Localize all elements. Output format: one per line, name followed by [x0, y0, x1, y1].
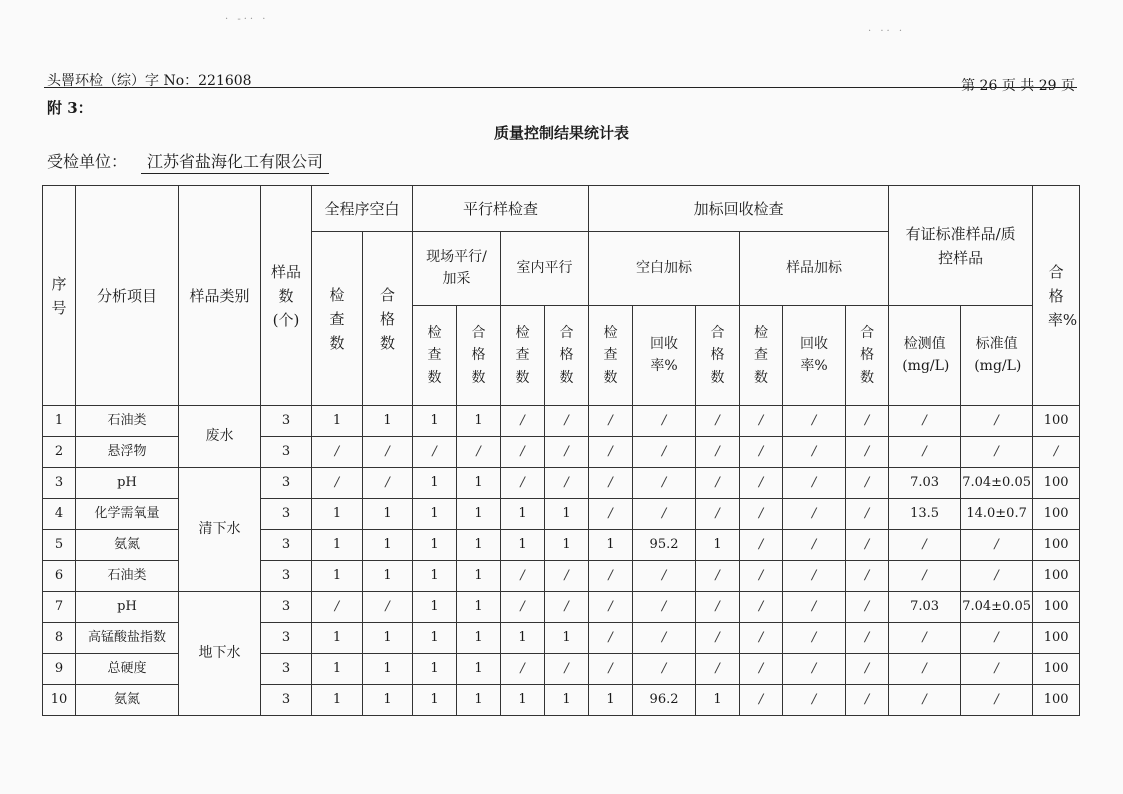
table-row [43, 592, 1080, 623]
cell-value: 95.2 [633, 530, 696, 561]
cell-value: / [961, 561, 1033, 592]
cell-value: / [783, 623, 846, 654]
header-parallel-group: 平行样检查 [413, 186, 589, 232]
cell-value: 1 [413, 530, 457, 561]
row-item: pH [76, 592, 179, 623]
row-sample-count: 3 [261, 592, 312, 623]
row-item: 悬浮物 [76, 437, 179, 468]
cell-value: / [696, 499, 740, 530]
row-item: 氨氮 [76, 530, 179, 561]
table-title: 质量控制结果统计表 [493, 124, 629, 142]
row-seq: 1 [43, 406, 76, 437]
row-pass-rate: 100 [1033, 561, 1080, 592]
cell-value: / [457, 437, 501, 468]
header-blank-check: 检查数 [329, 285, 345, 352]
row-pass-rate: 100 [1033, 654, 1080, 685]
cell-value: 1 [413, 685, 457, 716]
cell-value: 1 [501, 623, 545, 654]
cell-value: / [545, 592, 589, 623]
row-seq: 3 [43, 468, 76, 499]
header-sample-spike-recovery: 回收率% [800, 335, 829, 374]
row-sample-count: 3 [261, 406, 312, 437]
header-blank-group: 全程序空白 [312, 186, 413, 232]
row-sample-count: 3 [261, 437, 312, 468]
cell-value: / [889, 437, 961, 468]
table-row [43, 406, 1080, 437]
header-lab-parallel-pass: 合格数 [559, 324, 574, 386]
cell-value: 1 [413, 623, 457, 654]
category-cell: 废水 [179, 406, 261, 468]
cell-value: / [783, 406, 846, 437]
cell-value: / [961, 406, 1033, 437]
cell-value: 7.04±0.05 [961, 592, 1033, 623]
cell-value: / [740, 468, 783, 499]
cell-value: 1 [413, 561, 457, 592]
cell-value: / [589, 561, 633, 592]
cell-value: / [846, 499, 889, 530]
cell-value: 1 [312, 561, 363, 592]
cell-value: / [696, 592, 740, 623]
row-pass-rate: 100 [1033, 406, 1080, 437]
header-crm-group: 有证标准样品/质控样品 [905, 224, 1016, 267]
qc-results-table [42, 185, 1080, 716]
cell-value: / [783, 499, 846, 530]
cell-value: 1 [457, 561, 501, 592]
cell-value: / [413, 437, 457, 468]
row-sample-count: 3 [261, 499, 312, 530]
cell-value: / [961, 623, 1033, 654]
scan-speck: · -·· · [225, 14, 269, 25]
cell-value: / [846, 561, 889, 592]
cell-value: / [846, 437, 889, 468]
cell-value: / [589, 468, 633, 499]
cell-value: / [363, 592, 413, 623]
row-seq: 6 [43, 561, 76, 592]
header-field-parallel: 现场平行/加采 [426, 248, 487, 287]
header-blank-spike-recovery: 回收率% [650, 335, 679, 374]
cell-value: 1 [312, 406, 363, 437]
header-field-parallel-check: 检查数 [427, 324, 442, 386]
cell-value: / [633, 437, 696, 468]
header-blank-spike-pass: 合格数 [710, 324, 725, 386]
cell-value: 1 [363, 406, 413, 437]
cell-value: / [740, 623, 783, 654]
cell-value: / [961, 437, 1033, 468]
row-pass-rate: 100 [1033, 499, 1080, 530]
cell-value: 1 [413, 654, 457, 685]
cell-value: / [633, 592, 696, 623]
row-pass-rate: 100 [1033, 623, 1080, 654]
cell-value: 14.0±0.7 [961, 499, 1033, 530]
cell-value: / [783, 685, 846, 716]
cell-value: / [696, 437, 740, 468]
row-sample-count: 3 [261, 685, 312, 716]
cell-value: 1 [501, 499, 545, 530]
cell-value: / [889, 561, 961, 592]
cell-value: 1 [457, 499, 501, 530]
row-item: 氨氮 [76, 685, 179, 716]
cell-value: / [696, 406, 740, 437]
cell-value: / [889, 654, 961, 685]
row-pass-rate: 100 [1033, 685, 1080, 716]
cell-value: / [589, 623, 633, 654]
cell-value: 1 [457, 592, 501, 623]
cell-value: 1 [589, 685, 633, 716]
header-lab-parallel: 室内平行 [501, 232, 589, 306]
cell-value: 1 [363, 530, 413, 561]
cell-value: 1 [545, 623, 589, 654]
cell-value: / [961, 654, 1033, 685]
cell-value: / [696, 468, 740, 499]
header-blank-spike: 空白加标 [589, 232, 740, 306]
inspected-unit-label: 受检单位： [47, 152, 128, 171]
cell-value: 1 [501, 685, 545, 716]
header-measured-value: 检测值(mg/L) [902, 335, 950, 374]
scan-speck: · ·· · [868, 26, 906, 37]
cell-value: / [740, 499, 783, 530]
cell-value: / [633, 499, 696, 530]
cell-value: / [889, 530, 961, 561]
category-cell: 清下水 [179, 468, 261, 592]
cell-value: / [633, 406, 696, 437]
cell-value: / [501, 468, 545, 499]
header-lab-parallel-check: 检查数 [515, 324, 530, 386]
header-divider [44, 87, 1077, 88]
cell-value: / [545, 654, 589, 685]
row-pass-rate: 100 [1033, 530, 1080, 561]
header-sample-spike-check: 检查数 [754, 324, 769, 386]
cell-value: / [633, 468, 696, 499]
cell-value: 1 [363, 561, 413, 592]
cell-value: / [889, 685, 961, 716]
cell-value: / [545, 468, 589, 499]
cell-value: / [696, 623, 740, 654]
cell-value: / [545, 561, 589, 592]
qc-table-body [43, 406, 1080, 716]
cell-value: / [889, 623, 961, 654]
cell-value: 1 [363, 499, 413, 530]
cell-value: / [783, 530, 846, 561]
header-sample-count: 样品数(个) [270, 262, 301, 329]
row-seq: 2 [43, 437, 76, 468]
header-standard-value: 标准值(mg/L) [974, 335, 1022, 374]
cell-value: 7.03 [889, 468, 961, 499]
cell-value: / [501, 592, 545, 623]
row-item: 化学需氧量 [76, 499, 179, 530]
header-field-parallel-pass: 合格数 [471, 324, 486, 386]
cell-value: / [696, 561, 740, 592]
cell-value: / [501, 437, 545, 468]
cell-value: 1 [363, 654, 413, 685]
cell-value: 1 [696, 530, 740, 561]
cell-value: 7.03 [889, 592, 961, 623]
table-row [43, 468, 1080, 499]
cell-value: 1 [457, 654, 501, 685]
cell-value: / [633, 654, 696, 685]
cell-value: / [740, 592, 783, 623]
cell-value: 1 [545, 499, 589, 530]
cell-value: 96.2 [633, 685, 696, 716]
cell-value: / [589, 406, 633, 437]
cell-value: 7.04±0.05 [961, 468, 1033, 499]
cell-value: 1 [413, 406, 457, 437]
category-cell: 地下水 [179, 592, 261, 716]
row-item: 高锰酸盐指数 [76, 623, 179, 654]
row-item: pH [76, 468, 179, 499]
cell-value: 1 [501, 530, 545, 561]
cell-value: 1 [696, 685, 740, 716]
cell-value: 1 [363, 623, 413, 654]
header-sample-spike: 样品加标 [740, 232, 889, 306]
header-pass-rate: 合格率% [1047, 262, 1078, 329]
header-seq: 序号 [51, 274, 67, 317]
cell-value: / [633, 623, 696, 654]
row-seq: 7 [43, 592, 76, 623]
cell-value: 1 [413, 499, 457, 530]
cell-value: 1 [457, 623, 501, 654]
cell-value: 1 [457, 685, 501, 716]
cell-value: 13.5 [889, 499, 961, 530]
cell-value: / [363, 437, 413, 468]
cell-value: / [783, 592, 846, 623]
cell-value: 1 [312, 623, 363, 654]
row-sample-count: 3 [261, 561, 312, 592]
header-category: 样品类别 [179, 186, 261, 406]
report-number: 头罾环检（综）字 No：221608 [47, 73, 252, 89]
row-item: 石油类 [76, 406, 179, 437]
cell-value: / [783, 437, 846, 468]
cell-value: / [740, 437, 783, 468]
inspected-unit-value: 江苏省盐海化工有限公司 [141, 149, 329, 174]
cell-value: / [589, 654, 633, 685]
cell-value: 1 [457, 406, 501, 437]
header-sample-spike-pass: 合格数 [860, 324, 875, 386]
cell-value: / [961, 530, 1033, 561]
cell-value: / [846, 530, 889, 561]
cell-value: / [740, 561, 783, 592]
cell-value: / [545, 437, 589, 468]
cell-value: / [633, 561, 696, 592]
cell-value: 1 [545, 685, 589, 716]
cell-value: / [740, 685, 783, 716]
row-pass-rate: 100 [1033, 592, 1080, 623]
cell-value: / [846, 468, 889, 499]
cell-value: 1 [312, 685, 363, 716]
cell-value: / [961, 685, 1033, 716]
header-spike-group: 加标回收检查 [589, 186, 889, 232]
annex-label: 附 3： [47, 99, 93, 117]
cell-value: / [501, 561, 545, 592]
cell-value: / [783, 654, 846, 685]
row-seq: 4 [43, 499, 76, 530]
cell-value: 1 [413, 592, 457, 623]
cell-value: / [363, 468, 413, 499]
row-seq: 5 [43, 530, 76, 561]
cell-value: / [545, 406, 589, 437]
header-item: 分析项目 [76, 186, 179, 406]
cell-value: 1 [457, 530, 501, 561]
cell-value: / [312, 437, 363, 468]
cell-value: / [740, 406, 783, 437]
cell-value: / [846, 654, 889, 685]
row-sample-count: 3 [261, 623, 312, 654]
row-pass-rate: / [1033, 437, 1080, 468]
cell-value: / [889, 406, 961, 437]
header-blank-spike-check: 检查数 [603, 324, 618, 386]
cell-value: 1 [312, 499, 363, 530]
row-sample-count: 3 [261, 530, 312, 561]
row-seq: 9 [43, 654, 76, 685]
cell-value: 1 [312, 530, 363, 561]
cell-value: / [312, 468, 363, 499]
cell-value: / [589, 592, 633, 623]
cell-value: 1 [413, 468, 457, 499]
row-item: 总硬度 [76, 654, 179, 685]
row-pass-rate: 100 [1033, 468, 1080, 499]
row-seq: 8 [43, 623, 76, 654]
cell-value: / [846, 592, 889, 623]
cell-value: / [740, 654, 783, 685]
inspected-unit [47, 149, 329, 174]
row-sample-count: 3 [261, 654, 312, 685]
cell-value: / [740, 530, 783, 561]
cell-value: / [783, 561, 846, 592]
cell-value: / [846, 406, 889, 437]
cell-value: / [846, 685, 889, 716]
cell-value: / [589, 437, 633, 468]
cell-value: / [696, 654, 740, 685]
cell-value: 1 [312, 654, 363, 685]
cell-value: / [846, 623, 889, 654]
cell-value: / [312, 592, 363, 623]
cell-value: / [589, 499, 633, 530]
cell-value: 1 [589, 530, 633, 561]
row-item: 石油类 [76, 561, 179, 592]
row-seq: 10 [43, 685, 76, 716]
cell-value: 1 [457, 468, 501, 499]
cell-value: 1 [363, 685, 413, 716]
cell-value: / [783, 468, 846, 499]
page-indicator: 第 26 页 共 29 页 [961, 78, 1075, 94]
cell-value: / [501, 406, 545, 437]
cell-value: / [501, 654, 545, 685]
row-sample-count: 3 [261, 468, 312, 499]
cell-value: 1 [545, 530, 589, 561]
header-blank-pass: 合格数 [379, 285, 395, 352]
